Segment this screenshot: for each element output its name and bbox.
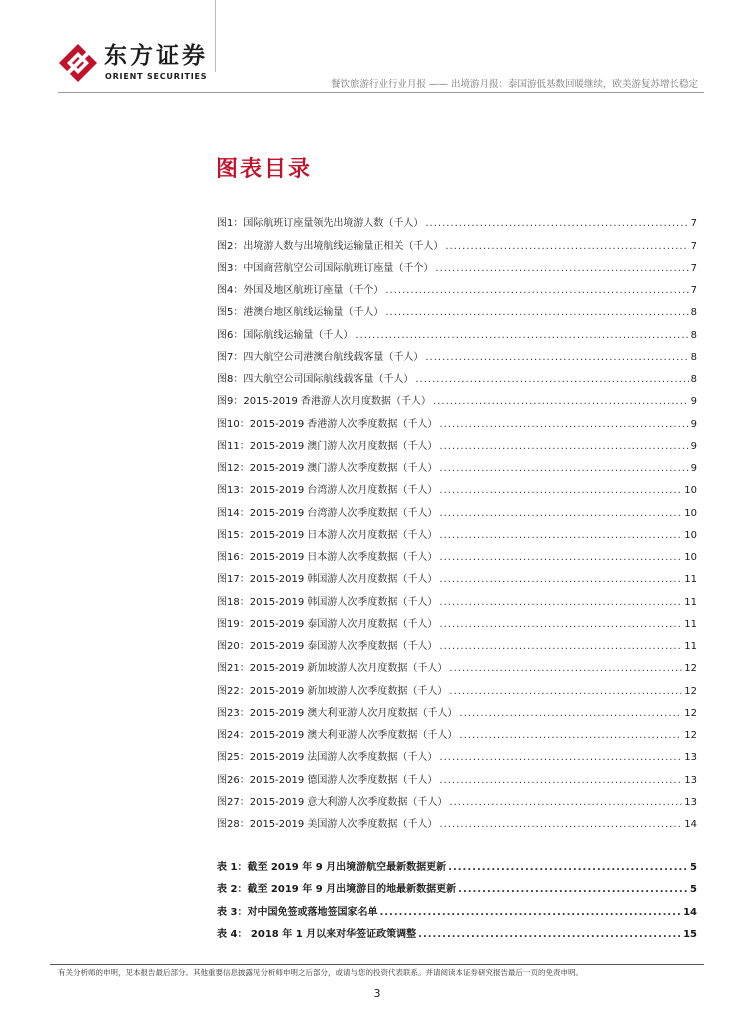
- figure-list: [217, 208, 697, 831]
- figure-entry-page: 11: [684, 574, 697, 586]
- dot-leader: [449, 662, 682, 675]
- footer-rule: [50, 964, 704, 965]
- figure-entry[interactable]: [217, 764, 697, 786]
- figure-entry[interactable]: [217, 675, 697, 697]
- dot-leader: [418, 928, 681, 941]
- dot-leader: [433, 395, 689, 408]
- dot-leader: [439, 573, 682, 586]
- figure-entry-page: 11: [684, 641, 697, 652]
- figure-entry[interactable]: [217, 520, 697, 542]
- dot-leader: [439, 818, 682, 831]
- figure-entry-page: 8: [690, 374, 697, 385]
- figure-entry-label: 图18：2015-2019 韩国游人次季度数据（千人）: [217, 596, 438, 608]
- dot-leader: [439, 774, 682, 787]
- figure-entry-label: 图15：2015-2019 日本游人次月度数据（千人）: [217, 529, 438, 541]
- dot-leader: [459, 707, 682, 720]
- dot-leader: [425, 217, 688, 230]
- figure-entry[interactable]: [217, 564, 697, 586]
- figure-entry[interactable]: [217, 809, 697, 831]
- table-entry-label: 表 4： 2018 年 1 月以来对华签证政策调整: [217, 929, 417, 940]
- dot-leader: [439, 751, 682, 764]
- dot-leader: [439, 418, 688, 431]
- table-entry-page: 14: [683, 906, 697, 918]
- orient-logo-icon: [58, 43, 98, 83]
- dot-leader: [355, 329, 688, 342]
- figure-entry[interactable]: [217, 720, 697, 742]
- figure-entry-label: 图26：2015-2019 德国游人次季度数据（千人）: [217, 774, 438, 786]
- figure-entry-page: 7: [690, 285, 697, 296]
- dot-leader: [439, 462, 688, 475]
- figure-entry-page: 10: [684, 552, 697, 563]
- figure-entry[interactable]: [217, 386, 697, 408]
- figure-entry-label: 图4：外国及地区航班订座量（千个）: [217, 285, 384, 296]
- figure-entry-label: 图10：2015-2019 香港游人次季度数据（千人）: [217, 418, 438, 430]
- figure-entry[interactable]: [217, 431, 697, 453]
- figure-entry[interactable]: [217, 230, 697, 252]
- figure-entry[interactable]: [217, 297, 697, 319]
- table-entry-label: 表 2：截至 2019 年 9 月出境游目的地最新数据更新: [217, 884, 457, 895]
- figure-entry-page: 9: [690, 463, 697, 474]
- figure-entry[interactable]: [217, 253, 697, 275]
- figure-entry[interactable]: [217, 497, 697, 519]
- table-entry-page: 15: [683, 929, 697, 940]
- figure-entry-page: 12: [684, 730, 697, 741]
- figure-entry[interactable]: [217, 698, 697, 720]
- dot-leader: [439, 507, 682, 520]
- figure-entry[interactable]: [217, 586, 697, 608]
- header-rule: [58, 92, 704, 93]
- figure-entry-page: 12: [684, 707, 697, 719]
- figure-entry-page: 7: [690, 262, 697, 274]
- page-number: 3: [373, 987, 381, 1000]
- figure-entry[interactable]: [217, 631, 697, 653]
- table-entry[interactable]: [217, 896, 697, 919]
- figure-entry-label: 图23：2015-2019 澳大利亚游人次月度数据（千人）: [217, 707, 458, 719]
- figure-entry-label: 图22：2015-2019 新加坡游人次季度数据（千人）: [217, 685, 448, 697]
- figure-entry-page: 12: [684, 685, 697, 697]
- figure-entry-label: 图27：2015-2019 意大利游人次季度数据（千人）: [217, 796, 448, 808]
- figure-entry[interactable]: [217, 319, 697, 341]
- figure-entry[interactable]: [217, 542, 697, 564]
- figure-entry[interactable]: [217, 475, 697, 497]
- figure-entry[interactable]: [217, 364, 697, 386]
- figure-entry-page: 13: [684, 752, 697, 764]
- dot-leader: [379, 906, 681, 919]
- figure-entry[interactable]: [217, 742, 697, 764]
- dot-leader: [449, 685, 682, 698]
- figure-entry-label: 图5：港澳台地区航线运输量（千人）: [217, 307, 384, 319]
- figure-entry[interactable]: [217, 609, 697, 631]
- figure-entry-label: 图3：中国商营航空公司国际航班订座量（千个）: [217, 262, 434, 274]
- table-entry-label: 表 3：对中国免签或落地签国家名单: [217, 906, 378, 918]
- figure-entry-label: 图13：2015-2019 台湾游人次月度数据（千人）: [217, 485, 438, 497]
- table-entry-page: 5: [690, 861, 697, 873]
- figure-entry-label: 图24：2015-2019 澳大利亚游人次季度数据（千人）: [217, 730, 458, 741]
- figure-entry[interactable]: [217, 787, 697, 809]
- table-entry[interactable]: [217, 874, 697, 897]
- dot-leader: [448, 861, 688, 874]
- figure-entry-label: 图2：出境游人数与出境航线运输量正相关（千人）: [217, 240, 444, 252]
- figure-entry[interactable]: [217, 453, 697, 475]
- report-header: 餐饮旅游行业行业月报 —— 出境游月报：泰国游低基数回暖继续，欧美游复苏增长稳定: [330, 79, 698, 90]
- figure-entry-page: 10: [684, 507, 697, 519]
- dot-leader: [435, 262, 688, 275]
- dot-leader: [439, 618, 682, 631]
- figure-entry-label: 图17：2015-2019 韩国游人次月度数据（千人）: [217, 574, 438, 586]
- figure-entry-label: 图12：2015-2019 澳门游人次季度数据（千人）: [217, 463, 438, 474]
- dot-leader: [458, 883, 688, 896]
- figure-entry-page: 9: [690, 396, 697, 408]
- dot-leader: [425, 351, 688, 364]
- figure-entry-label: 图16：2015-2019 日本游人次季度数据（千人）: [217, 552, 438, 563]
- figure-entry-page: 8: [690, 307, 697, 319]
- table-entry-page: 5: [690, 884, 697, 895]
- table-entry[interactable]: [217, 851, 697, 874]
- table-list: [217, 851, 697, 941]
- dot-leader: [445, 240, 688, 253]
- header-divider: [215, 0, 216, 72]
- figure-entry-label: 图7：四大航空公司港澳台航线载客量（千人）: [217, 351, 424, 363]
- table-entry[interactable]: [217, 919, 697, 942]
- figure-entry-page: 13: [684, 774, 697, 786]
- brand-name-cn: 东方证券: [104, 43, 208, 69]
- company-logo: [58, 41, 213, 87]
- figure-entry-label: 图14：2015-2019 台湾游人次季度数据（千人）: [217, 507, 438, 519]
- figure-entry-label: 图1：国际航班订座量领先出境游人数（千人）: [217, 218, 424, 230]
- disclaimer-note: 有关分析师的申明，见本报告最后部分。其他重要信息披露见分析师申明之后部分，或请与您的投资代表联系。并请阅读本证券研究报告最后一页的免责申明。: [58, 968, 583, 977]
- dot-leader: [385, 284, 688, 297]
- figure-entry-label: 图8：四大航空公司国际航线载客量（千人）: [217, 374, 414, 385]
- figure-entry[interactable]: [217, 408, 697, 430]
- figure-entry-page: 10: [684, 485, 697, 497]
- dot-leader: [439, 484, 682, 497]
- figure-entry-label: 图6：国际航线运输量（千人）: [217, 329, 354, 341]
- figure-entry-label: 图9：2015-2019 香港游人次月度数据（千人）: [217, 396, 432, 408]
- figure-entry-page: 11: [684, 596, 697, 608]
- dot-leader: [439, 440, 688, 453]
- figure-entry[interactable]: [217, 208, 697, 230]
- figure-entry[interactable]: [217, 275, 697, 297]
- dot-leader: [449, 796, 682, 809]
- figure-entry-label: 图20：2015-2019 泰国游人次季度数据（千人）: [217, 641, 438, 652]
- dot-leader: [415, 373, 688, 386]
- dot-leader: [439, 596, 682, 609]
- figure-entry-page: 7: [690, 240, 697, 252]
- figure-entry-page: 8: [690, 351, 697, 363]
- figure-entry-label: 图25：2015-2019 法国游人次季度数据（千人）: [217, 752, 438, 764]
- figure-entry-page: 10: [684, 529, 697, 541]
- figure-entry-page: 12: [684, 663, 697, 675]
- figure-entry[interactable]: [217, 653, 697, 675]
- dot-leader: [439, 551, 682, 564]
- figure-entry-page: 8: [690, 329, 697, 341]
- table-entry-label: 表 1：截至 2019 年 9 月出境游航空最新数据更新: [217, 861, 447, 873]
- figure-entry-page: 14: [684, 819, 697, 830]
- figure-entry-page: 9: [690, 418, 697, 430]
- figure-entry-page: 11: [684, 618, 697, 630]
- dot-leader: [385, 306, 688, 319]
- figure-entry-page: 13: [684, 796, 697, 808]
- figure-entry-page: 7: [690, 218, 697, 230]
- dot-leader: [439, 529, 682, 542]
- dot-leader: [459, 729, 682, 742]
- figure-entry[interactable]: [217, 342, 697, 364]
- figure-entry-label: 图28：2015-2019 美国游人次季度数据（千人）: [217, 819, 438, 830]
- figure-entry-label: 图21：2015-2019 新加坡游人次月度数据（千人）: [217, 663, 448, 675]
- brand-name-en: ORIENT SECURITIES: [105, 72, 208, 81]
- toc-title: 图表目录: [216, 157, 313, 182]
- figure-entry-label: 图11：2015-2019 澳门游人次月度数据（千人）: [217, 440, 438, 452]
- figure-entry-page: 9: [690, 440, 697, 452]
- figure-entry-label: 图19：2015-2019 泰国游人次月度数据（千人）: [217, 618, 438, 630]
- dot-leader: [439, 640, 682, 653]
